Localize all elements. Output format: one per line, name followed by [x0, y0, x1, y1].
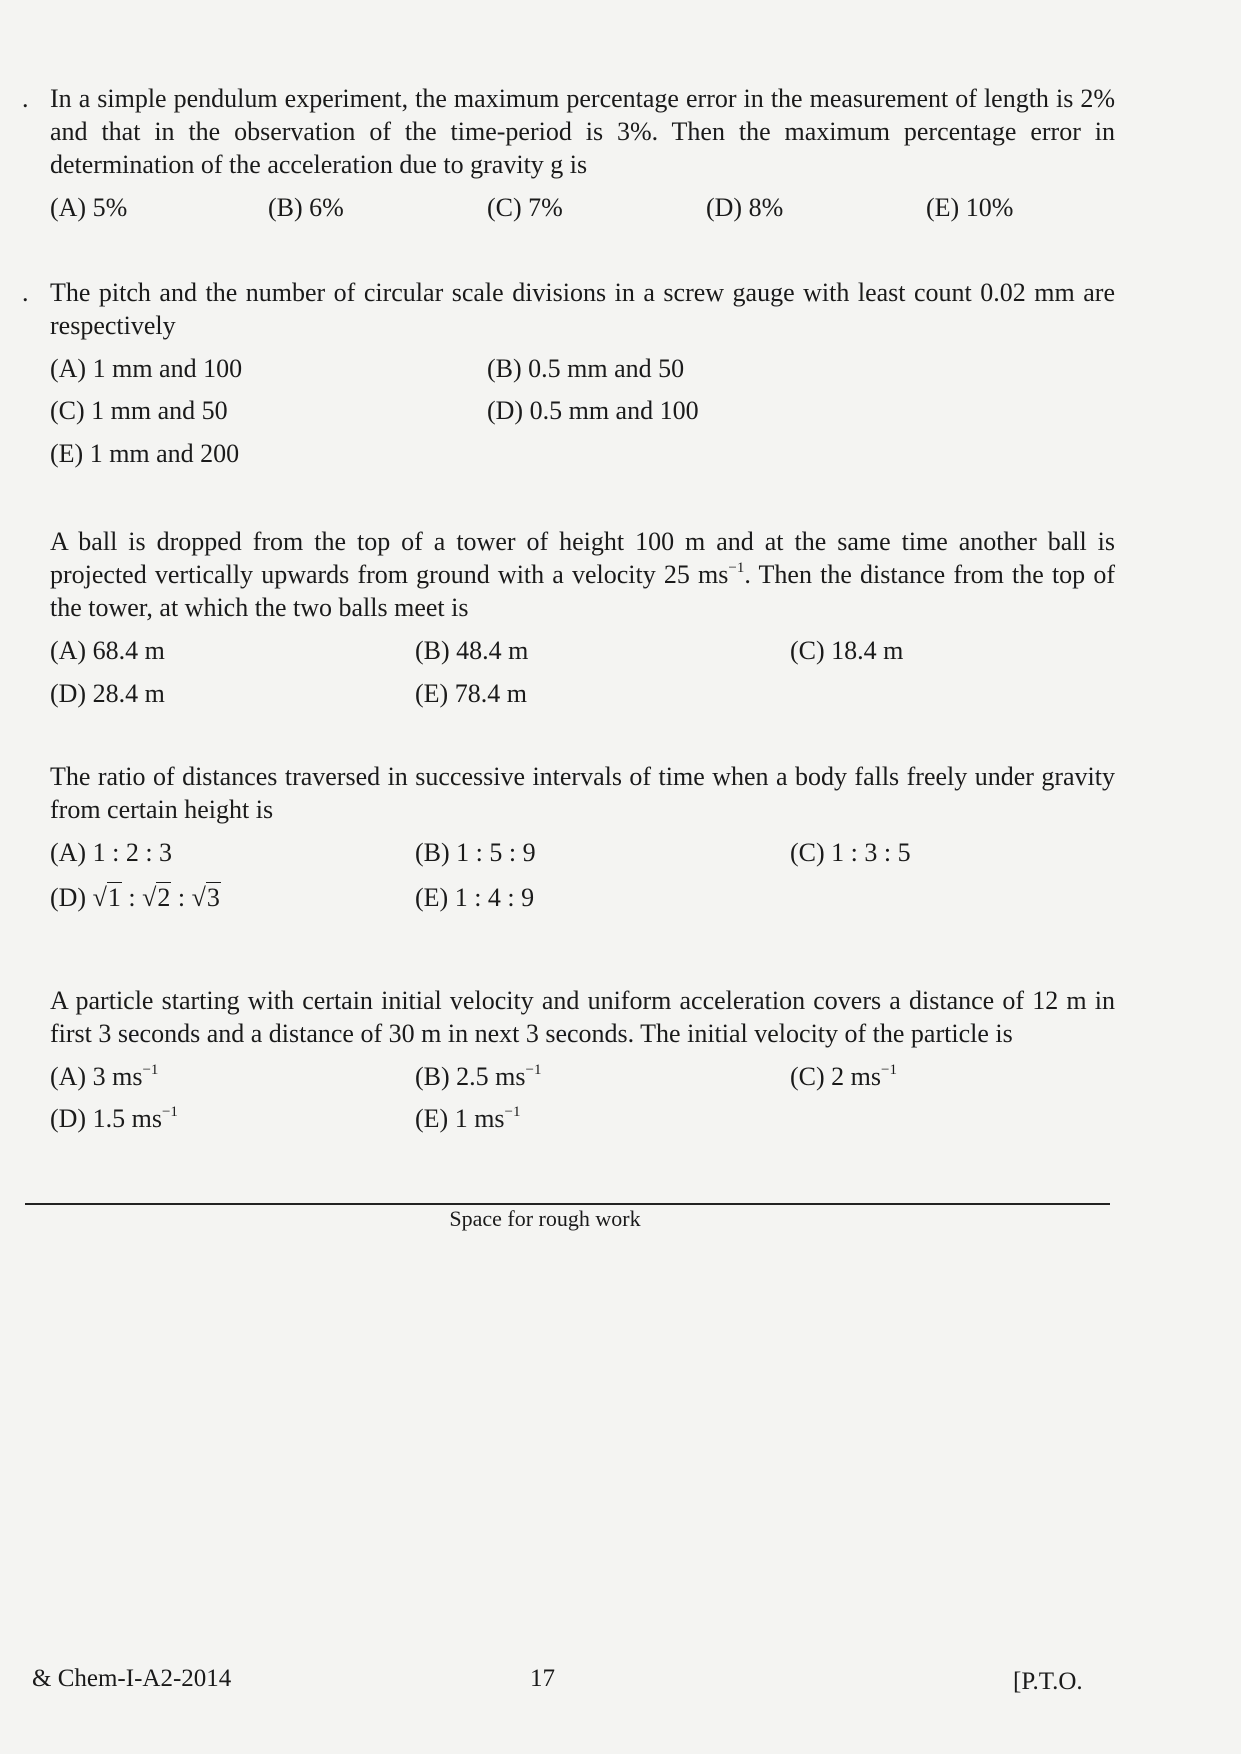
option-a: (A) 1 : 2 : 3: [50, 838, 173, 867]
options: [50, 836, 1115, 921]
options: [50, 352, 1115, 472]
question-bullet: .: [22, 84, 29, 113]
question-text: A ball is dropped from the top of a tower of height 100 m and at the same time another ball is projected vertically upwards from ground with a velocity 25 $ms^{-1}$. Then the distance from the top of the tower, at which the two balls meet is: [50, 527, 1115, 622]
option-c: (C) 1 mm and 50: [50, 396, 228, 425]
option-d: (D) 8%: [706, 193, 784, 222]
question-text: In a simple pendulum experiment, the maximum percentage error in the measurement of length is 2% and that in the observation of the time-period is 3%. Then the maximum percentage error in determination of the acceleration due to gravity g is: [50, 84, 1115, 179]
options: [50, 191, 1115, 231]
rough-work-label: Space for rough work: [449, 1206, 641, 1231]
question-3: [50, 525, 1115, 714]
option-e: (E) 10%: [926, 193, 1014, 222]
question-text: A particle starting with certain initial velocity and uniform acceleration covers a distance of 12 m in first 3 seconds and a distance of 30 m in next 3 seconds. The initial velocity of the particle is: [50, 986, 1115, 1048]
option-d: (D) 1.5 $ms^{-1}$: [50, 1104, 178, 1133]
option-d: (D) 28.4 m: [50, 679, 165, 708]
option-c: (C) 7%: [487, 193, 563, 222]
question-bullet: .: [22, 278, 29, 307]
sqrt-symbol: √2: [142, 883, 171, 912]
question-1: [22, 82, 1115, 231]
option-c: (C) 1 : 3 : 5: [790, 838, 911, 867]
option-e: (E) 78.4 m: [415, 679, 527, 708]
please-turn-over: [P.T.O.: [1013, 1668, 1083, 1695]
question-text: The ratio of distances traversed in successive intervals of time when a body falls freely under gravity from certain height is: [50, 762, 1115, 824]
page-number: 17: [530, 1665, 555, 1692]
options: [50, 634, 1115, 714]
option-a: (A) 68.4 m: [50, 636, 165, 665]
option-c: (C) 18.4 m: [790, 636, 904, 665]
option-a: (A) 3 $ms^{-1}$: [50, 1062, 159, 1091]
question-2: [22, 276, 1115, 472]
options: [50, 1060, 1115, 1140]
option-c: (C) 2 $ms^{-1}$: [790, 1062, 897, 1091]
option-a: (A) 1 mm and 100: [50, 354, 243, 383]
sqrt-symbol: √1: [92, 883, 121, 912]
option-d: (D) √1 : √2 : √3: [50, 883, 220, 912]
option-e: (E) 1 $ms^{-1}$: [415, 1104, 521, 1133]
option-b: (B) 6%: [268, 193, 344, 222]
question-text: The pitch and the number of circular scale divisions in a screw gauge with least count 0.02 mm are respectively: [50, 278, 1115, 340]
question-5: [50, 984, 1115, 1140]
option-b: (B) 0.5 mm and 50: [487, 354, 685, 383]
sqrt-symbol: √3: [191, 883, 220, 912]
question-4: [50, 760, 1115, 921]
option-b: (B) 2.5 $ms^{-1}$: [415, 1062, 542, 1091]
option-b: (B) 1 : 5 : 9: [415, 838, 536, 867]
option-b: (B) 48.4 m: [415, 636, 529, 665]
option-d: (D) 0.5 mm and 100: [487, 396, 699, 425]
option-e: (E) 1 mm and 200: [50, 439, 240, 468]
option-e: (E) 1 : 4 : 9: [415, 883, 535, 912]
option-a: (A) 5%: [50, 193, 128, 222]
paper-code: & Chem-I-A2-2014: [32, 1665, 232, 1692]
divider: [25, 1203, 1110, 1205]
